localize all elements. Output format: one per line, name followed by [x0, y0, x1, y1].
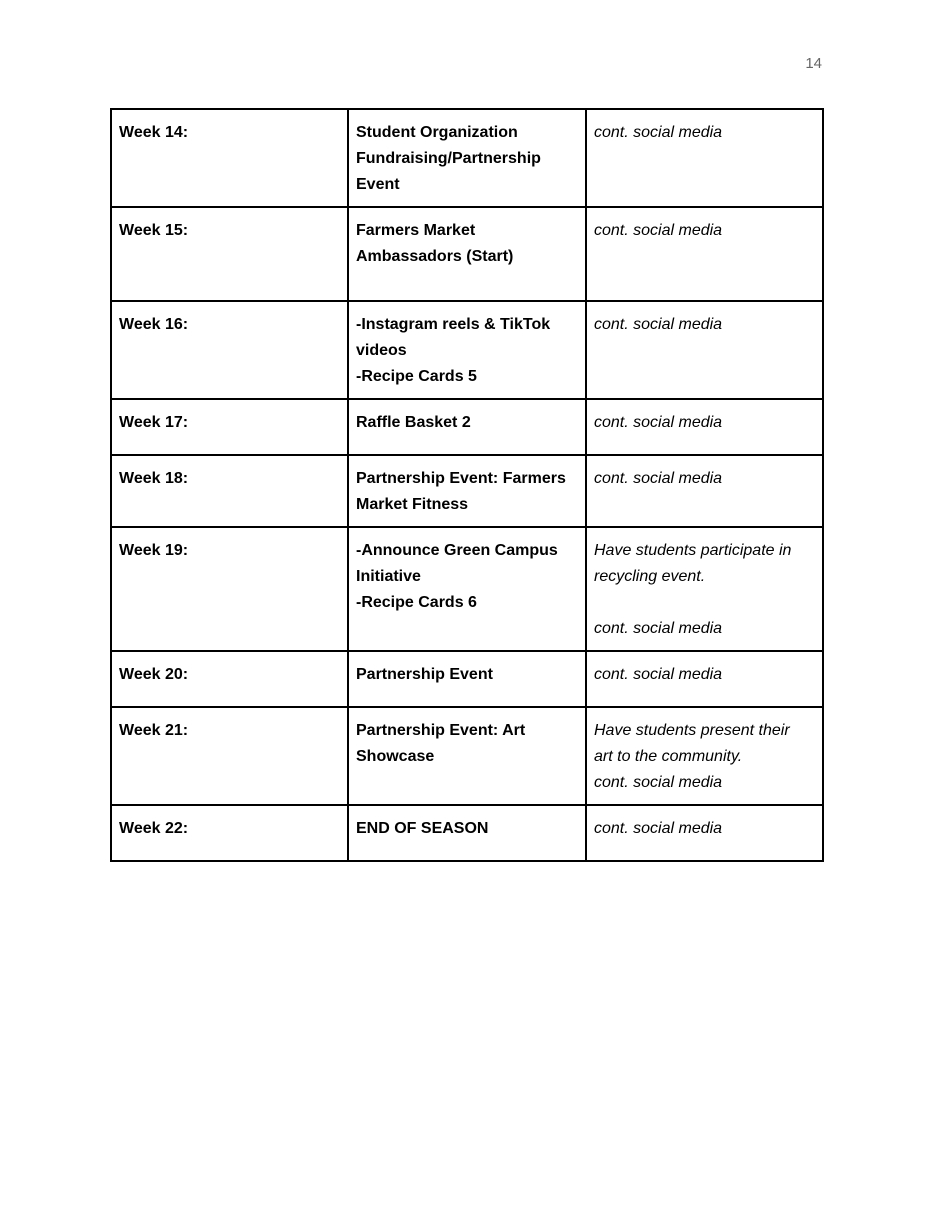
week-cell: Week 16:: [111, 301, 348, 399]
activity-line: Partnership Event: Farmers: [356, 470, 566, 487]
week-cell: Week 19:: [111, 527, 348, 651]
week-cell: Week 21:: [111, 707, 348, 805]
notes-line: art to the community.: [594, 748, 743, 765]
activity-line: -Instagram reels & TikTok: [356, 316, 551, 333]
notes-cell: [586, 207, 823, 301]
activity-cell: [348, 399, 586, 455]
table-row: [111, 455, 823, 527]
activity-line: -Announce Green Campus: [356, 542, 558, 559]
activity-line: Ambassadors (Start): [356, 248, 514, 265]
activity-cell: [348, 527, 586, 651]
activity-line: Fundraising/Partnership: [356, 150, 541, 167]
notes-line: cont. social media: [594, 414, 723, 431]
schedule-table: [110, 108, 824, 862]
notes-line: cont. social media: [594, 124, 723, 141]
activity-line: END OF SEASON: [356, 820, 489, 837]
notes-line: recycling event.: [594, 568, 706, 585]
notes-line: Have students participate in: [594, 542, 792, 559]
activity-line: Showcase: [356, 748, 435, 765]
week-cell: Week 15:: [111, 207, 348, 301]
table-row: [111, 109, 823, 207]
activity-line: -Recipe Cards 6: [356, 594, 477, 611]
notes-line: cont. social media: [594, 316, 723, 333]
page-number: 14: [805, 55, 822, 72]
notes-cell: [586, 651, 823, 707]
week-cell: Week 14:: [111, 109, 348, 207]
notes-line: cont. social media: [594, 620, 723, 637]
notes-line: cont. social media: [594, 222, 723, 239]
activity-line: Event: [356, 176, 400, 193]
activity-cell: [348, 207, 586, 301]
notes-cell: [586, 399, 823, 455]
table-row: [111, 399, 823, 455]
week-cell: Week 22:: [111, 805, 348, 861]
notes-cell: [586, 527, 823, 651]
activity-cell: [348, 109, 586, 207]
week-cell: Week 20:: [111, 651, 348, 707]
notes-line: cont. social media: [594, 666, 723, 683]
activity-line: Partnership Event: Art: [356, 722, 526, 739]
activity-line: Initiative: [356, 568, 421, 585]
week-cell: Week 17:: [111, 399, 348, 455]
notes-line: cont. social media: [594, 820, 723, 837]
activity-line: videos: [356, 342, 407, 359]
notes-line: cont. social media: [594, 470, 723, 487]
notes-cell: [586, 109, 823, 207]
week-cell: Week 18:: [111, 455, 348, 527]
activity-line: Raffle Basket 2: [356, 414, 471, 431]
activity-cell: [348, 651, 586, 707]
activity-line: Student Organization: [356, 124, 518, 141]
table-row: [111, 651, 823, 707]
notes-line: cont. social media: [594, 774, 723, 791]
table-row: [111, 527, 823, 651]
activity-cell: [348, 707, 586, 805]
notes-cell: [586, 707, 823, 805]
table-row: [111, 207, 823, 301]
activity-cell: [348, 301, 586, 399]
notes-blank-line: [594, 590, 815, 616]
activity-line: Partnership Event: [356, 666, 493, 683]
activity-line: Farmers Market: [356, 222, 476, 239]
activity-line: -Recipe Cards 5: [356, 368, 477, 385]
table-row: [111, 707, 823, 805]
table-row: [111, 805, 823, 861]
notes-line: Have students present their: [594, 722, 790, 739]
notes-cell: [586, 301, 823, 399]
activity-cell: [348, 455, 586, 527]
activity-cell: [348, 805, 586, 861]
notes-cell: [586, 805, 823, 861]
activity-line: Market Fitness: [356, 496, 469, 513]
notes-cell: [586, 455, 823, 527]
table-row: [111, 301, 823, 399]
